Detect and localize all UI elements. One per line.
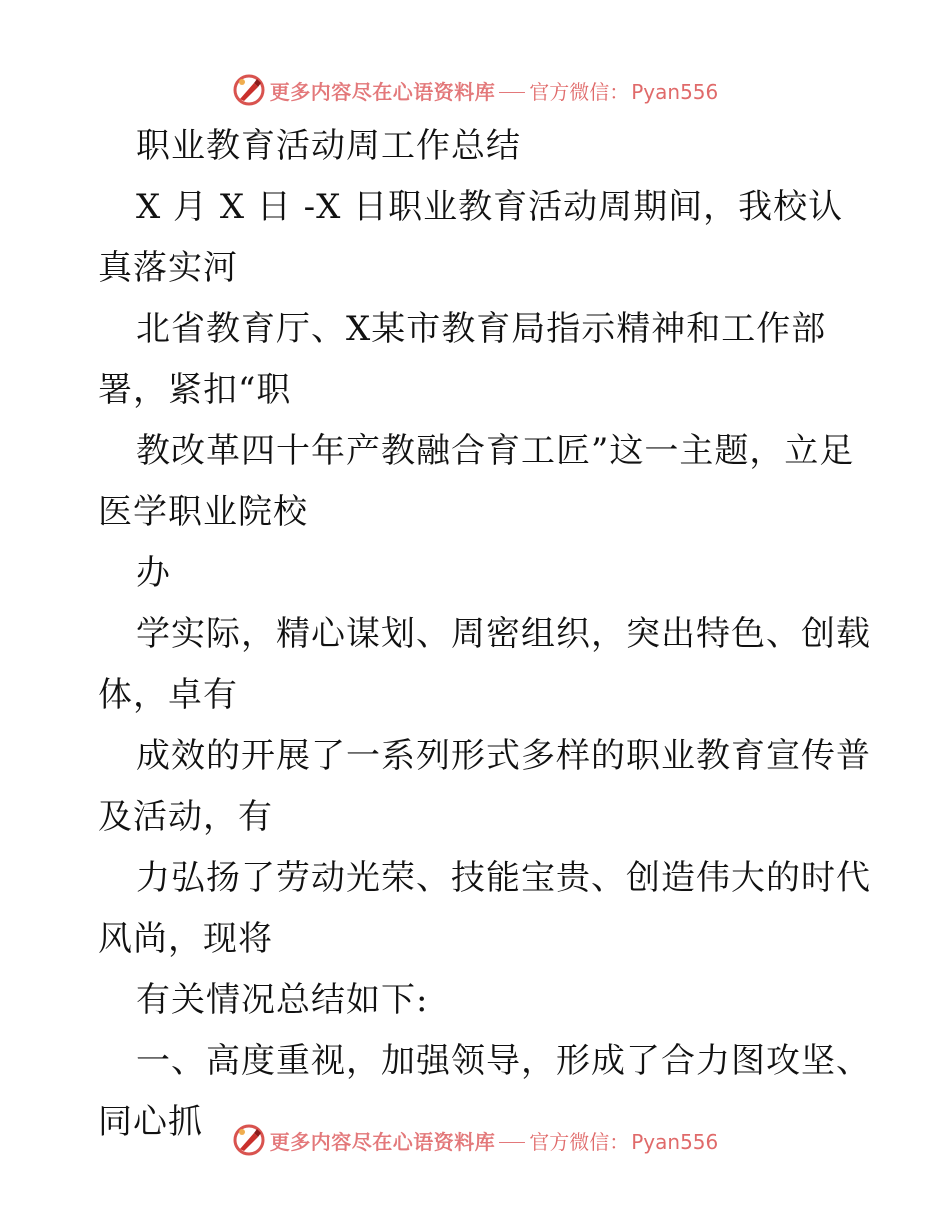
watermark-main-text: 更多内容尽在心语资料库 [269,1129,496,1154]
text-line: 医学职业院校 [98,492,308,532]
text-line: 力弘扬了劳动光荣、技能宝贵、创造伟大的时代 [136,858,871,898]
text-line: 署，紧扣“职 [98,370,292,410]
text-line: 成效的开展了一系列形式多样的职业教育宣传普 [136,736,871,776]
text-line: 教改革四十年产教融合育工匠”这一主题，立足 [136,431,855,471]
text-line: 体，卓有 [98,675,238,715]
pen-logo-icon [232,1123,266,1157]
text-line: 一、高度重视，加强领导，形成了合力图攻坚、 [136,1041,871,1081]
text-line: 学实际，精心谋划、周密组织，突出特色、创载 [136,614,871,654]
text-line: 有关情况总结如下: [136,980,429,1020]
watermark-official-label: 官方微信： [529,1129,630,1154]
watermark-dash [499,92,525,93]
text-line: 办 [136,553,171,593]
pen-logo-icon [232,73,266,107]
watermark-official-label: 官方微信： [529,79,630,104]
text-line: 职业教育活动周工作总结 [136,126,521,166]
footer-watermark [0,1120,950,1160]
header-watermark [0,70,950,110]
watermark-wechat-id: Pyan556 [631,1129,719,1154]
text-line: 同心抓 [98,1102,203,1142]
watermark-main-text: 更多内容尽在心语资料库 [269,79,496,104]
document-body [98,116,871,1153]
watermark-wechat-id: Pyan556 [631,79,719,104]
text-line: 真落实河 [98,248,238,288]
watermark-dash [499,1142,525,1143]
text-line: 北省教育厅、X某市教育局指示精神和工作部 [136,309,827,349]
text-line: 及活动，有 [98,797,273,837]
text-line: 风尚，现将 [98,919,273,959]
text-line: X 月 X 日 -X 日职业教育活动周期间，我校认 [136,187,844,227]
